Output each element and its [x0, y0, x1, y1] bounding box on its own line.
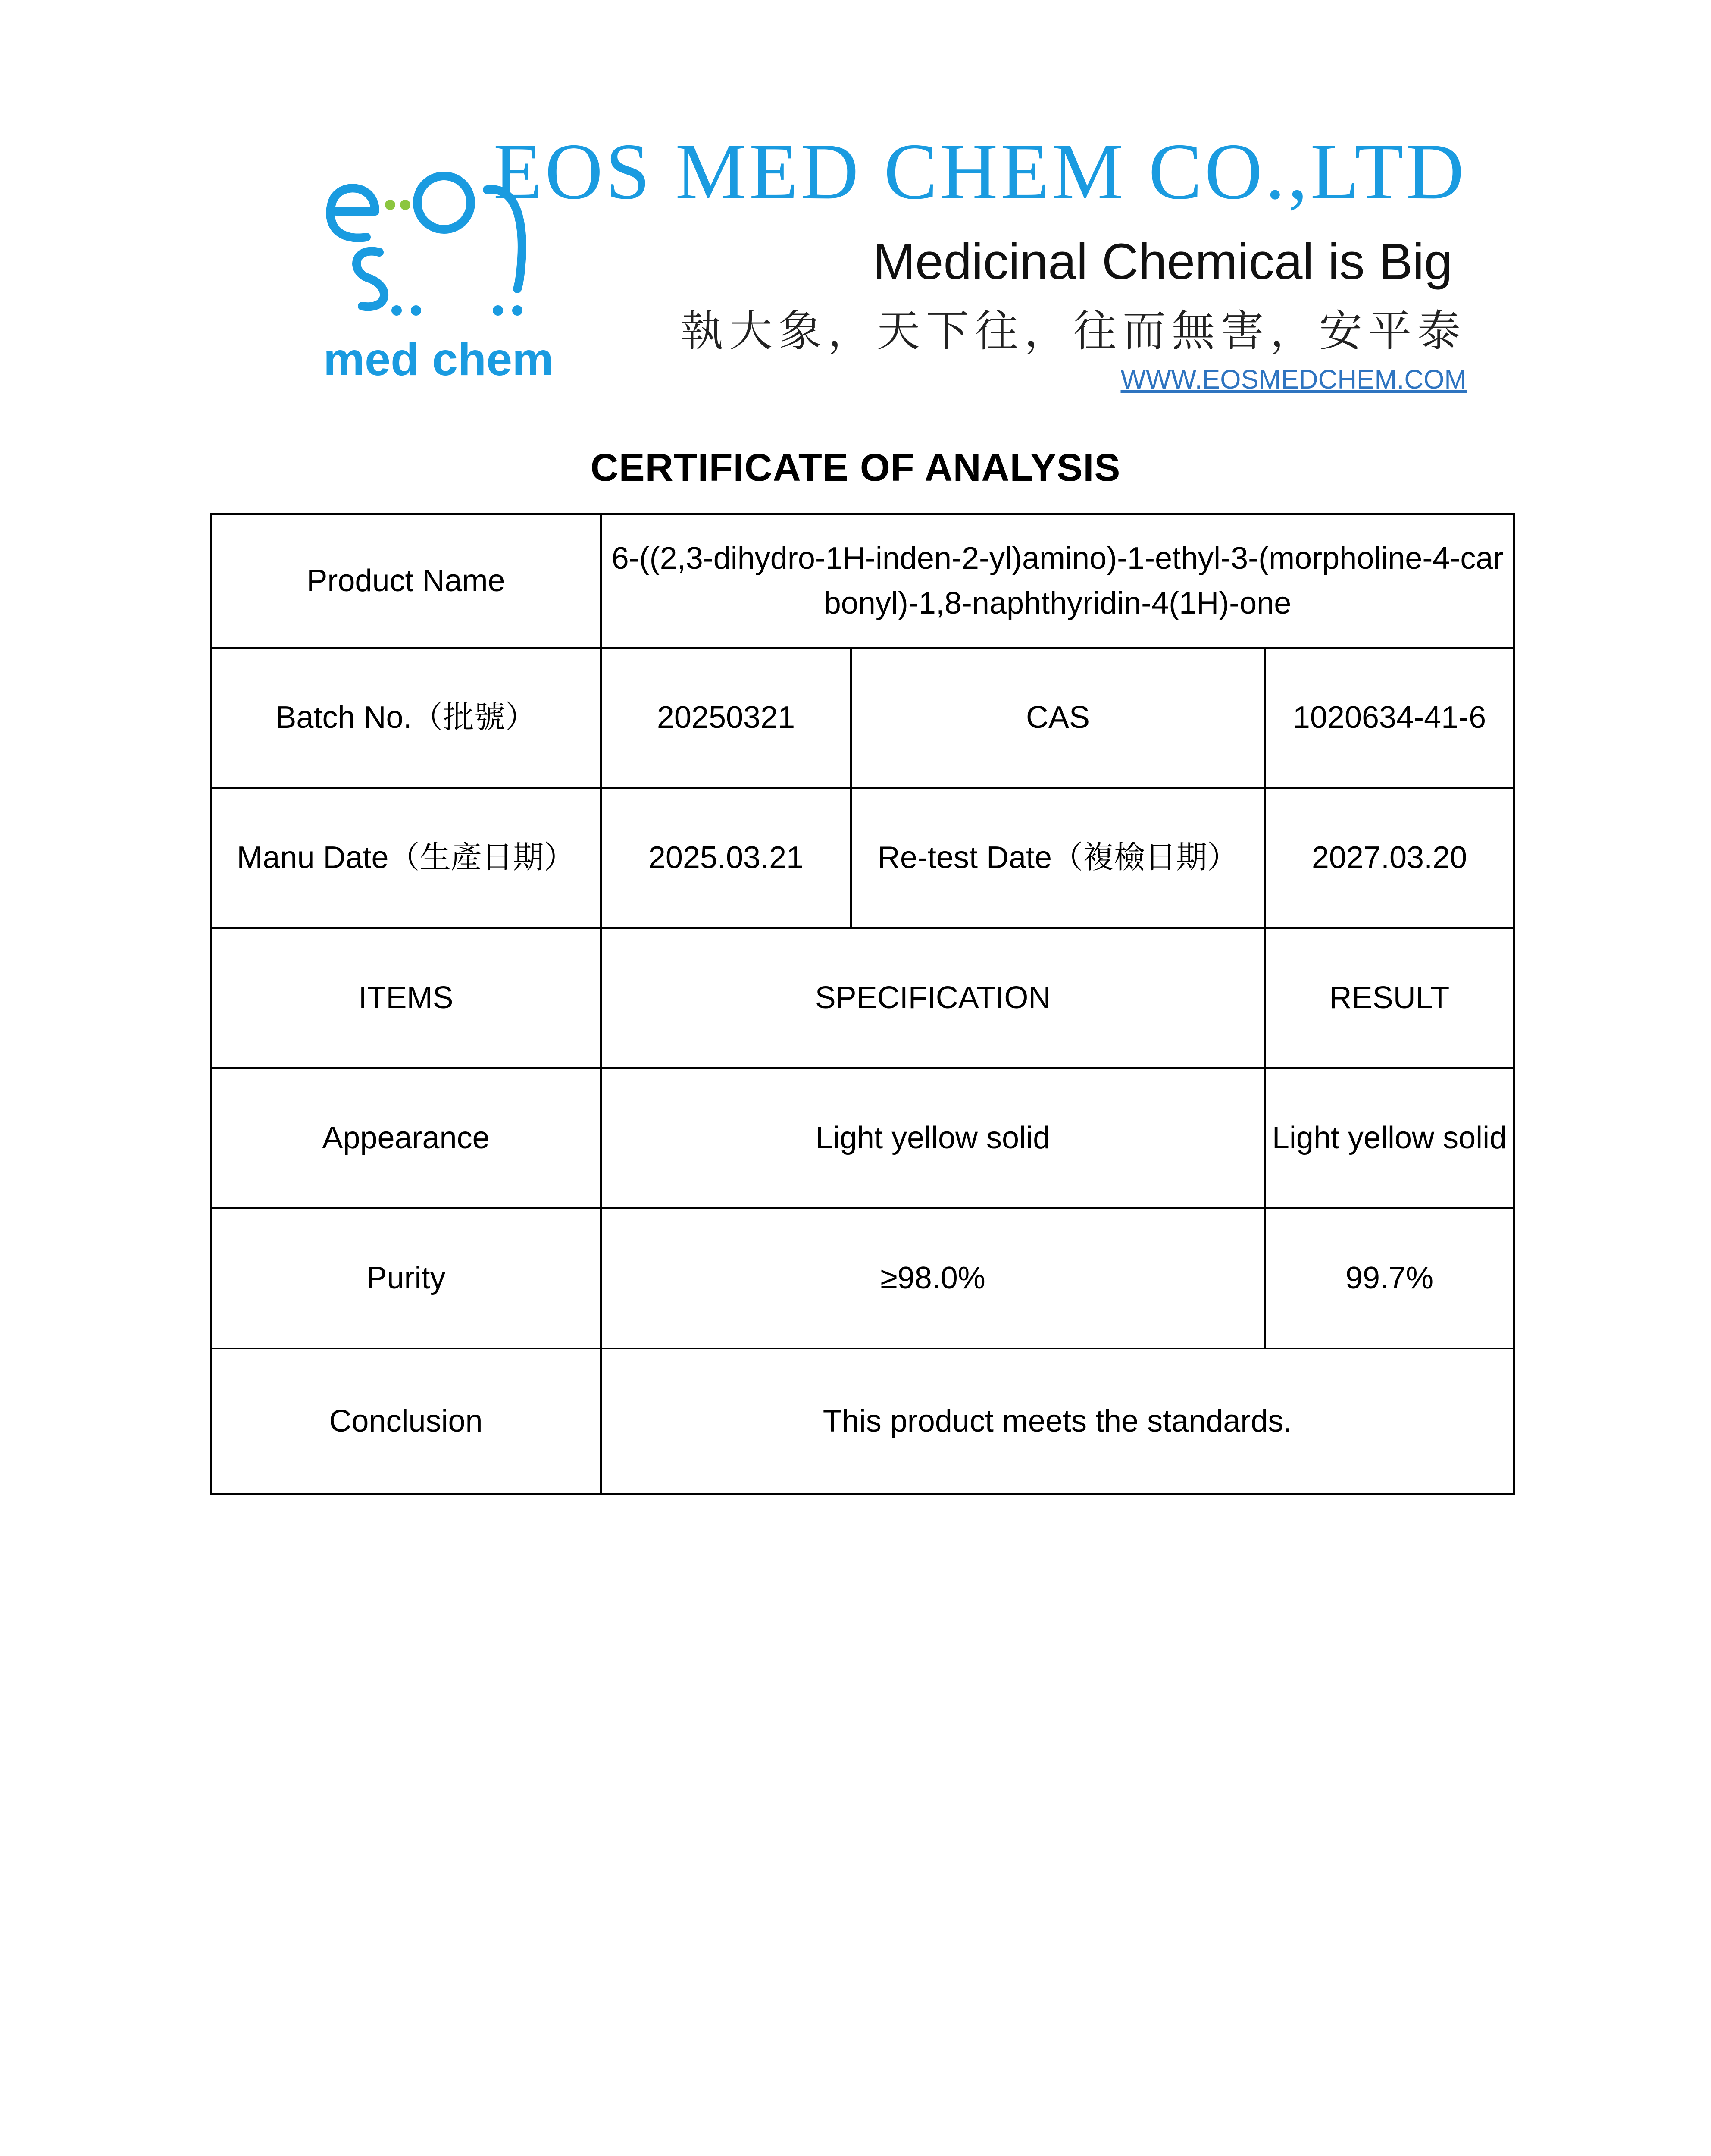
- item-purity: Purity: [211, 1208, 601, 1348]
- table-row: [211, 1348, 1514, 1494]
- manu-date-label: Manu Date（生產日期）: [211, 788, 601, 928]
- motto: 執大象，天下往，往而無害，安平泰: [680, 306, 1467, 356]
- product-name-value: 6-((2,3-dihydro-1H-inden-2-yl)amino)-1-ethyl-3-(morpholine-4-carbonyl)-1,8-naphthyridin-4(1H)-one: [601, 514, 1514, 648]
- website-link[interactable]: WWW.EOSMEDCHEM.COM: [1120, 365, 1467, 395]
- tagline: Medicinal Chemical is Big: [873, 233, 1452, 290]
- spec-purity: ≥98.0%: [601, 1208, 1265, 1348]
- table-row: [211, 1068, 1514, 1208]
- result-purity: 99.7%: [1265, 1208, 1514, 1348]
- specification-header: SPECIFICATION: [601, 928, 1265, 1068]
- table-row: [211, 1208, 1514, 1348]
- manu-date-value: 2025.03.21: [601, 788, 851, 928]
- result-appearance: Light yellow solid: [1265, 1068, 1514, 1208]
- conclusion-label: Conclusion: [211, 1348, 601, 1494]
- retest-date-value: 2027.03.20: [1265, 788, 1514, 928]
- retest-date-label: Re-test Date（複檢日期）: [851, 788, 1265, 928]
- items-header: ITEMS: [211, 928, 601, 1068]
- batch-value: 20250321: [601, 648, 851, 788]
- result-header: RESULT: [1265, 928, 1514, 1068]
- table-row: [211, 788, 1514, 928]
- item-appearance: Appearance: [211, 1068, 601, 1208]
- document-title: CERTIFICATE OF ANALYSIS: [590, 446, 1121, 489]
- analysis-table: [210, 513, 1515, 1495]
- cas-value: 1020634-41-6: [1265, 648, 1514, 788]
- batch-label: Batch No.（批號）: [211, 648, 601, 788]
- table-row: [211, 514, 1514, 648]
- product-name-label: Product Name: [211, 514, 601, 648]
- svg-text:med chem: med chem: [323, 333, 554, 385]
- table-row: [211, 648, 1514, 788]
- spec-appearance: Light yellow solid: [601, 1068, 1265, 1208]
- cas-label: CAS: [851, 648, 1265, 788]
- company-name: EOS MED CHEM CO.,LTD: [493, 127, 1467, 216]
- conclusion-value: This product meets the standards.: [601, 1348, 1514, 1494]
- table-header-row: [211, 928, 1514, 1068]
